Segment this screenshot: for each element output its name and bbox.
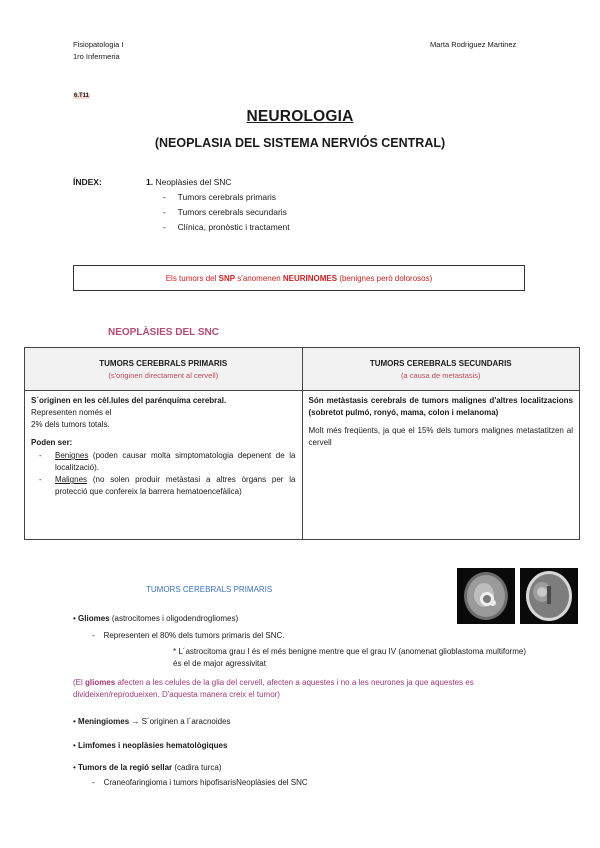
note-text: (benignes però dolorosos) [337,274,433,283]
list-item-text: (astrocitomes i oligodendrogliomes) [109,614,239,623]
list-item-text: (cadira turca) [172,763,222,772]
list-item [39,450,296,474]
section-title: NEOPLÀSIES DEL SNC [108,327,219,338]
index-item [146,175,232,190]
list-item: • Gliomes (astrocitomes i oligodendrogliomes) [73,614,239,623]
index-number: 1. [146,177,154,187]
doc-code: 6.T11 [74,93,90,99]
table-header-primary [25,348,303,391]
list-item-text: → S´originen a l´aracnoides [129,717,231,726]
brain-scan-image [457,568,515,624]
index-subitem-text: Clínica, pronòstic i tractament [177,222,290,232]
note-bold: gliomes [85,678,116,687]
list-item: - Craneofaringioma i tumors hipofisarisNeoplàsies del SNC [92,778,308,787]
benignes-label: Benignes [55,451,89,460]
course-label: 1ro Infermeria [73,52,120,61]
index-item-text: Neoplàsies del SNC [155,177,232,187]
index-subitem-text: Tumors cerebrals secundaris [177,207,287,217]
secondary-origin: Són metàstasis cerebrals de tumors malignes d'altres localitzacions (sobretot pulmó, ronyó, mama, colon i melanoma) [308,396,573,417]
list-item [39,474,296,498]
header-title: TUMORS CEREBRALS PRIMARIS [99,358,228,368]
primary-origin: S´originen en les cèl.lules del parénquima cerebral. [31,396,227,405]
note-neurinomes: NEURINOMES [282,274,338,283]
gliomes-label: Gliomes [78,614,110,623]
brain-ct-image [520,568,578,624]
sellar-label: Tumors de la regió sellar [78,763,173,772]
list-item: • Tumors de la regió sellar (cadira turca) [73,763,222,772]
primary-types-label: Poden ser: [31,438,73,447]
note-text: s'anomenen [235,274,283,283]
malignes-label: Malignes [55,475,88,484]
comparison-table [24,347,580,540]
header-subtitle: (a causa de metastasis) [400,370,481,380]
list-item: - Representen el 80% dels tumors primaris del SNC. [92,631,285,640]
primary-percent: 2% dels tumors totals. [31,420,110,429]
note-box [73,265,525,291]
index-subitem: - Tumors cerebrals secundaris [163,207,287,217]
list-item: • Meningiomes → S´originen a l´aracnoides [73,717,231,726]
list-item-text: Craneofaringioma i tumors hipofisarisNeoplàsies del SNC [103,778,308,787]
subject-label: Fisiopatologia I [73,40,124,49]
meningiomes-label: Meningiomes [78,717,130,726]
table-header-secondary [302,348,580,391]
primary-section-title: TUMORS CEREBRALS PRIMARIS [146,585,273,594]
index-subitem-text: Tumors cerebrals primaris [177,192,277,202]
header-subtitle: (s'originen directament al cervell) [108,370,219,380]
list-item-text: Representen el 80% dels tumors primaris del SNC. [103,631,285,640]
page-title: NEUROLOGIA [246,108,354,125]
astrocitoma-note: * L´astrocitoma grau I és el més benigne mentre que el grau IV (anomenat glioblastoma multiforme) és el de major agressivitat [173,647,526,668]
index-subitem: - Tumors cerebrals primaris [163,192,277,202]
note-snp: SNP [218,274,236,283]
note-text: Els tumors del [165,274,219,283]
primary-text: Representen només el [31,408,112,417]
list-item-text: (poden causar molta simptomatologia depenent de la localització). [55,451,296,472]
note-text: afecten a les celules de la glia del cervell, afecten a aquestes i no a les neurones ja que aquestes es divideixen/reprodueixen. D'aquesta manera creix el tumor) [73,678,474,699]
list-item: • Limfomes i neoplàsies hematològiques [73,741,228,750]
author-label: Marta Rodriguez Martinez [430,40,517,49]
secondary-frequency: Molt més freqüents, ja que el 15% dels tumors malignes metastatitzen al cervell [308,426,573,447]
glioma-explanation [73,677,527,701]
index-subitem: - Clínica, pronòstic i tractament [163,222,290,232]
page-subtitle: (NEOPLASIA DEL SISTEMA NERVIÓS CENTRAL) [154,136,446,150]
primary-cell [25,391,303,540]
index-label: ÍNDEX: [73,177,102,187]
limfomes-label: Limfomes i neoplàsies hematològiques [78,741,228,750]
note-text: (El [73,678,85,687]
header-title: TUMORS CEREBRALS SECUNDARIS [369,358,512,368]
list-item-text: (no solen produir metàstasi a altres òrgans per la protecció que confereix la barrera hematoencefàlica) [55,475,296,496]
primary-types-list [31,450,296,498]
secondary-cell [302,391,580,540]
